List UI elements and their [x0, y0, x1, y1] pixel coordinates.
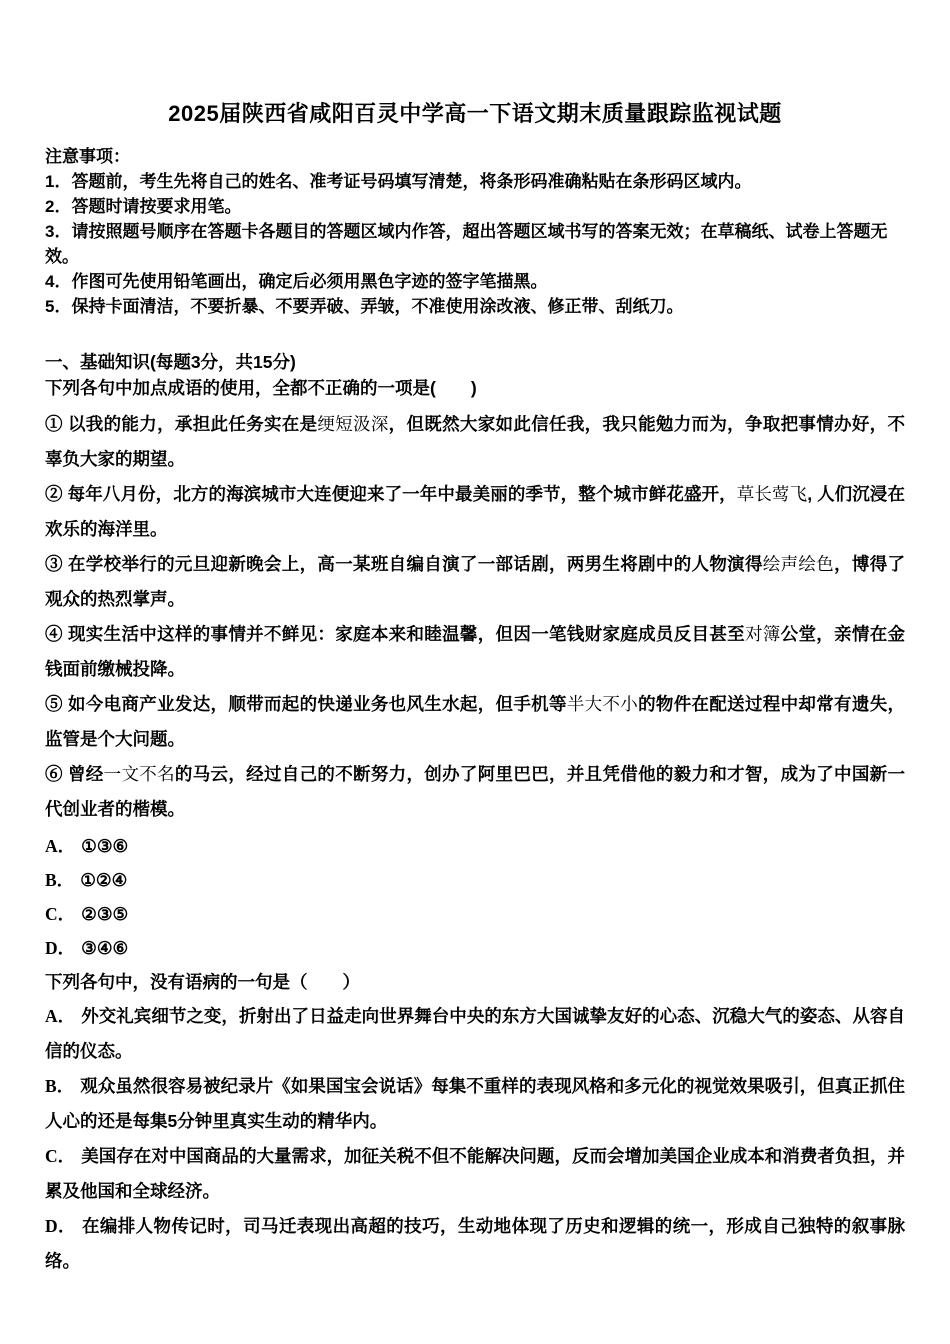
idiom-sentence: [45, 687, 905, 757]
idiom-emphasis: 草长莺飞: [736, 484, 808, 504]
option-letter: B．: [45, 870, 75, 890]
idiom-sentence: [45, 407, 905, 477]
sentence-text: 公堂，亲情在金钱面前缴械投降。: [45, 624, 906, 679]
sentence-text: 的马云，经过自己的不断努力，创办了阿里巴巴，并且凭借他的毅力和才智，成为了中国新一代创业者的楷模。: [45, 764, 905, 819]
notice-item: 3．请按照题号顺序在答题卡各题目的答题区域内作答，超出答题区域书写的答案无效；在草稿纸、试卷上答题无效。: [45, 222, 888, 266]
option-text: ①③⑥: [81, 836, 129, 856]
sentence-text: ③ 在学校举行的元旦迎新晚会上，高一某班自编自演了一部话剧，两男生将剧中的人物演得: [45, 554, 763, 574]
q2-stem: 下列各句中，没有语病的一句是（ ）: [45, 972, 360, 992]
idiom-sentence: [45, 547, 905, 617]
sentence-text: ② 每年八月份，北方的海滨城市大连便迎来了一年中最美丽的季节，整个城市鲜花盛开，: [45, 484, 737, 504]
option-letter: B．: [45, 1076, 75, 1096]
sentence-text: ，博得了观众的热烈掌声。: [45, 554, 906, 609]
option-letter: C．: [45, 1146, 76, 1166]
q1-option-c: [45, 897, 905, 931]
q2-option-d: [45, 1209, 905, 1279]
q1-option-b: [45, 863, 905, 897]
sentence-text: 的物件在配送过程中却常有遗失，监管是个大问题。: [45, 694, 906, 749]
option-text: 观众虽然很容易被纪录片《如果国宝会说话》每集不重样的表现风格和多元化的视觉效果吸引，但真正抓住人心的还是每集5分钟里真实生动的精华内。: [45, 1076, 905, 1131]
sentence-text: ⑥ 曾经: [45, 764, 104, 784]
notice-section: [45, 144, 905, 319]
idiom-emphasis: 对簿: [744, 624, 781, 644]
option-text: 外交礼宾细节之变，折射出了日益走向世界舞台中央的东方大国诚挚友好的心态、沉稳大气的姿态、从容自信的仪态。: [45, 1006, 906, 1061]
q1-option-d: [45, 931, 905, 965]
q1-stem: 下列各句中加点成语的使用，全都不正确的一项是( ): [45, 378, 477, 398]
sentence-text: ④ 现实生活中这样的事情并不鲜见：家庭本来和睦温馨，但因一笔钱财家庭成员反目甚至: [45, 624, 745, 644]
notice-item: 5．保持卡面清洁，不要折暴、不要弄破、弄皱，不准使用涂改液、修正带、刮纸刀。: [45, 297, 684, 316]
q1-sentences: [45, 407, 905, 827]
idiom-emphasis: 半大不小: [566, 694, 639, 714]
notice-item: 2．答题时请按要求用笔。: [45, 197, 242, 216]
option-letter: D．: [45, 1216, 76, 1236]
exam-title: 2025届陕西省咸阳百灵中学高一下语文期末质量跟踪监视试题: [168, 101, 782, 126]
sentence-text: ⑤ 如今电商产业发达，顺带而起的快递业务也风生水起，但手机等: [45, 694, 567, 714]
idiom-sentence: [45, 617, 905, 687]
q2-option-c: [45, 1139, 905, 1209]
q1-option-a: [45, 829, 905, 863]
idiom-sentence: [45, 477, 905, 547]
section-heading: 一、基础知识(每题3分，共15分): [45, 352, 296, 372]
option-letter: C．: [45, 904, 76, 924]
option-letter: A．: [45, 1006, 76, 1026]
idiom-emphasis: 一文不名: [103, 764, 175, 784]
sentence-text: , 人们沉浸在欢乐的海洋里。: [45, 484, 906, 539]
option-letter: D．: [45, 938, 76, 958]
notice-heading: 注意事项：: [45, 147, 130, 166]
q2-option-a: [45, 999, 905, 1069]
option-text: ③④⑥: [81, 938, 129, 958]
idiom-emphasis: 绠短汲深: [317, 414, 389, 434]
sentence-text: ，但既然大家如此信任我，我只能勉力而为，争取把事情办好，不辜负大家的期望。: [45, 414, 905, 469]
idiom-sentence: [45, 757, 905, 827]
option-text: 美国存在对中国商品的大量需求，加征关税不但不能解决问题，反而会增加美国企业成本和消费者负担，并累及他国和全球经济。: [45, 1146, 906, 1201]
notice-item: 1．答题前，考生先将自己的姓名、准考证号码填写清楚，将条形码准确粘贴在条形码区域内。: [45, 172, 752, 191]
option-letter: A．: [45, 836, 76, 856]
q1-options: [45, 829, 905, 965]
q2-options: [45, 999, 905, 1279]
q2-option-b: [45, 1069, 905, 1139]
option-text: ①②④: [80, 870, 128, 890]
option-text: 在编排人物传记时，司马迁表现出高超的技巧，生动地体现了历史和逻辑的统一，形成自己独特的叙事脉络。: [45, 1216, 906, 1271]
idiom-emphasis: 绘声绘色: [762, 554, 835, 574]
sentence-text: ① 以我的能力，承担此任务实在是: [45, 414, 318, 434]
option-text: ②③⑤: [81, 904, 129, 924]
notice-item: 4．作图可先使用铅笔画出，确定后必须用黑色字迹的签字笔描黑。: [45, 272, 548, 291]
